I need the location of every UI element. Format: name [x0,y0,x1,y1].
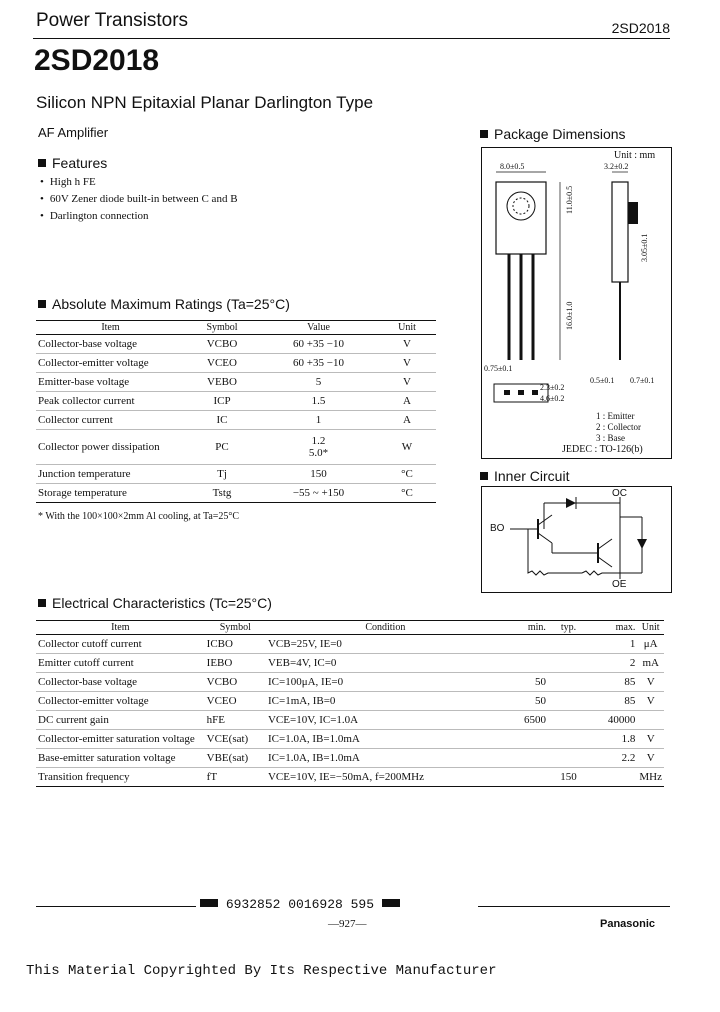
cell-symbol: hFE [205,711,266,730]
col-item: Item [36,621,205,635]
table-row [36,484,436,503]
cell-condition: IC=1.0A, IB=1.0mA [266,749,505,768]
cell-symbol: IEBO [205,654,266,673]
resistor-2-icon [582,571,620,575]
col-value: Value [259,321,378,335]
cell-typ [548,635,589,654]
col-max: max. [589,621,637,635]
cell-max: 2 [589,654,637,673]
inner-circuit-diagram [482,487,670,591]
cell-item: Collector power dissipation [36,430,185,465]
cell-max: 1.8 [589,730,637,749]
part-number: 2SD2018 [34,44,160,77]
table-row [36,430,436,465]
page-number: —927— [328,918,367,930]
cell-max [589,768,637,787]
cell-item: Emitter cutoff current [36,654,205,673]
bottom-pin [518,390,524,395]
jedec-label: JEDEC : TO-126(b) [562,444,643,455]
inner-circuit-title [480,468,569,484]
cell-unit: °C [378,484,436,503]
cell-value: 1.5 [259,392,378,411]
col-unit: Unit [637,621,664,635]
cell-min: 50 [505,692,548,711]
dim-label: 0.75±0.1 [484,364,513,373]
cell-item: Emitter-base voltage [36,373,185,392]
abs-max-table [36,320,436,503]
cell-min [505,749,548,768]
feature-item: • Darlington connection [40,210,238,227]
cell-condition: VCE=10V, IE=−50mA, f=200MHz [266,768,505,787]
cell-unit: V [637,692,664,711]
abs-max-title [38,296,290,312]
pin-label: 3 : Base [596,433,625,443]
abs-max-title-text: Absolute Maximum Ratings (Ta=25°C) [52,296,290,312]
features-title-text: Features [52,155,108,171]
side-body [612,182,628,282]
table-row [36,768,664,787]
table-row [36,711,664,730]
cell-unit: V [637,730,664,749]
cell-unit [637,711,664,730]
circuit-label-base: BO [490,523,505,534]
cell-max: 1 [589,635,637,654]
q2-collector [598,539,612,549]
cell-min [505,635,548,654]
table-row [36,654,664,673]
cell-max: 85 [589,673,637,692]
cell-symbol: Tj [185,465,259,484]
cell-unit: V [378,373,436,392]
cell-item: Transition frequency [36,768,205,787]
cell-condition: IC=100μA, IE=0 [266,673,505,692]
cell-unit: A [378,411,436,430]
barcode-line [200,897,400,912]
cell-unit: V [378,335,436,354]
q1-emitter [538,533,552,543]
cell-condition: IC=1mA, IB=0 [266,692,505,711]
dim-label: 3.05±0.1 [640,233,649,262]
application: AF Amplifier [38,125,109,140]
cell-symbol: ICBO [205,635,266,654]
cell-unit: V [378,354,436,373]
copyright-notice: This Material Copyrighted By Its Respective Manufacturer [26,963,497,979]
cell-typ [548,673,589,692]
cell-condition: VCB=25V, IE=0 [266,635,505,654]
cell-typ [548,654,589,673]
circuit-label-emitter: OE [612,579,627,590]
cell-min [505,768,548,787]
col-typ: typ. [548,621,589,635]
side-tab [628,202,638,224]
cell-value: 1 [259,411,378,430]
cell-typ [548,711,589,730]
pin-label: 1 : Emitter [596,411,635,421]
cell-value: 150 [259,465,378,484]
barcode-block-icon [200,899,218,907]
barcode-block-icon [382,899,400,907]
cell-max: 40000 [589,711,637,730]
bullet-square-icon [38,599,46,607]
cell-condition: VCE=10V, IC=1.0A [266,711,505,730]
header-rule [33,38,670,39]
table-row [36,335,436,354]
cell-symbol: Tstg [185,484,259,503]
cell-unit: V [637,749,664,768]
abs-max-note: * With the 100×100×2mm Al cooling, at Ta=25°C [38,511,240,522]
dim-label: 4.6±0.2 [540,394,565,403]
col-min: min. [505,621,548,635]
dim-label: 16.0±1.0 [565,301,574,330]
cell-min: 50 [505,673,548,692]
package-body [496,182,546,254]
cell-value: 60 +35 −10 [259,335,378,354]
col-item: Item [36,321,185,335]
dim-label: 11.0±0.5 [565,185,574,214]
cell-min [505,654,548,673]
features-list [40,176,238,227]
cell-item: Collector cutoff current [36,635,205,654]
cell-typ [548,730,589,749]
cell-item: Collector-base voltage [36,335,185,354]
cell-max: 85 [589,692,637,711]
footer-rule-left [36,906,196,907]
cell-item: Junction temperature [36,465,185,484]
cell-symbol: VCBO [185,335,259,354]
bottom-pin [504,390,510,395]
cell-symbol: PC [185,430,259,465]
feature-item: • High h FE [40,176,238,193]
pin-label: 2 : Collector [596,422,641,432]
mounting-hole-inner [513,198,529,214]
cell-item: Collector current [36,411,185,430]
cell-symbol: VCBO [205,673,266,692]
cell-item: Collector-base voltage [36,673,205,692]
circuit-label-collector: OC [612,488,627,499]
dim-label: 2.3±0.2 [540,383,565,392]
package-title [480,126,626,142]
dim-label: 8.0±0.5 [500,162,525,171]
cell-unit: MHz [637,768,664,787]
cell-item: Collector-emitter voltage [36,692,205,711]
cell-unit: °C [378,465,436,484]
cell-symbol: VCEO [185,354,259,373]
cell-unit: W [378,430,436,465]
bullet-square-icon [480,472,488,480]
cell-symbol: VBE(sat) [205,749,266,768]
col-symbol: Symbol [185,321,259,335]
cell-max: 2.2 [589,749,637,768]
table-row [36,465,436,484]
cell-typ [548,692,589,711]
bottom-pin [532,390,538,395]
cell-unit: A [378,392,436,411]
cell-item: Storage temperature [36,484,185,503]
cell-item: DC current gain [36,711,205,730]
cell-symbol: VCE(sat) [205,730,266,749]
bullet-square-icon [38,159,46,167]
col-unit: Unit [378,321,436,335]
bullet-square-icon [480,130,488,138]
bullet-square-icon [38,300,46,308]
elec-title-text: Electrical Characteristics (Tc=25°C) [52,595,272,611]
barcode-text: 6932852 0016928 595 [225,897,375,912]
dim-label: 3.2±0.2 [604,162,629,171]
cell-typ [548,749,589,768]
elec-table [36,620,664,787]
dim-label: 0.7±0.1 [630,376,655,385]
footer-rule-right [478,906,670,907]
cell-symbol: IC [185,411,259,430]
mounting-hole [507,192,535,220]
table-row [36,730,664,749]
cell-item: Peak collector current [36,392,185,411]
cell-item: Collector-emitter voltage [36,354,185,373]
cell-condition: VEB=4V, IC=0 [266,654,505,673]
package-title-text: Package Dimensions [494,126,626,142]
table-row [36,411,436,430]
cell-unit: μA [637,635,664,654]
q1-collector [538,515,552,525]
cell-item: Base-emitter saturation voltage [36,749,205,768]
cell-min [505,730,548,749]
inner-circuit-title-text: Inner Circuit [494,468,570,484]
table-row [36,373,436,392]
cell-condition: IC=1.0A, IB=1.0mA [266,730,505,749]
zener-diode-icon [566,498,576,508]
cell-min: 6500 [505,711,548,730]
table-row [36,635,664,654]
elec-title [38,595,272,611]
package-unit: Unit : mm [614,150,656,161]
table-row [36,749,664,768]
cell-symbol: VCEO [205,692,266,711]
category-title: Power Transistors [36,10,189,31]
cell-symbol: ICP [185,392,259,411]
cell-value-line: 5.0* [308,447,329,459]
table-row [36,354,436,373]
table-row [36,392,436,411]
cell-typ: 150 [548,768,589,787]
cell-value [259,430,378,465]
cell-unit: mA [637,654,664,673]
cell-unit: V [637,673,664,692]
col-symbol: Symbol [205,621,266,635]
table-row [36,673,664,692]
feature-item: • 60V Zener diode built-in between C and B [40,193,238,210]
resistor-1-icon [528,529,582,575]
cell-item: Collector-emitter saturation voltage [36,730,205,749]
q2-emitter [598,557,612,567]
cell-symbol: fT [205,768,266,787]
brand-logo: Panasonic [600,918,656,930]
cell-symbol: VEBO [185,373,259,392]
features-title [38,155,107,171]
subtitle: Silicon NPN Epitaxial Planar Darlington Type [36,93,374,112]
table-row [36,692,664,711]
col-condition: Condition [266,621,505,635]
corner-part-number: 2SD2018 [611,20,670,36]
cell-value: −55 ~ +150 [259,484,378,503]
cell-value: 60 +35 −10 [259,354,378,373]
dim-label: 0.5±0.1 [590,376,615,385]
cell-value: 5 [259,373,378,392]
cell-value-line: 1.2 [311,435,326,447]
